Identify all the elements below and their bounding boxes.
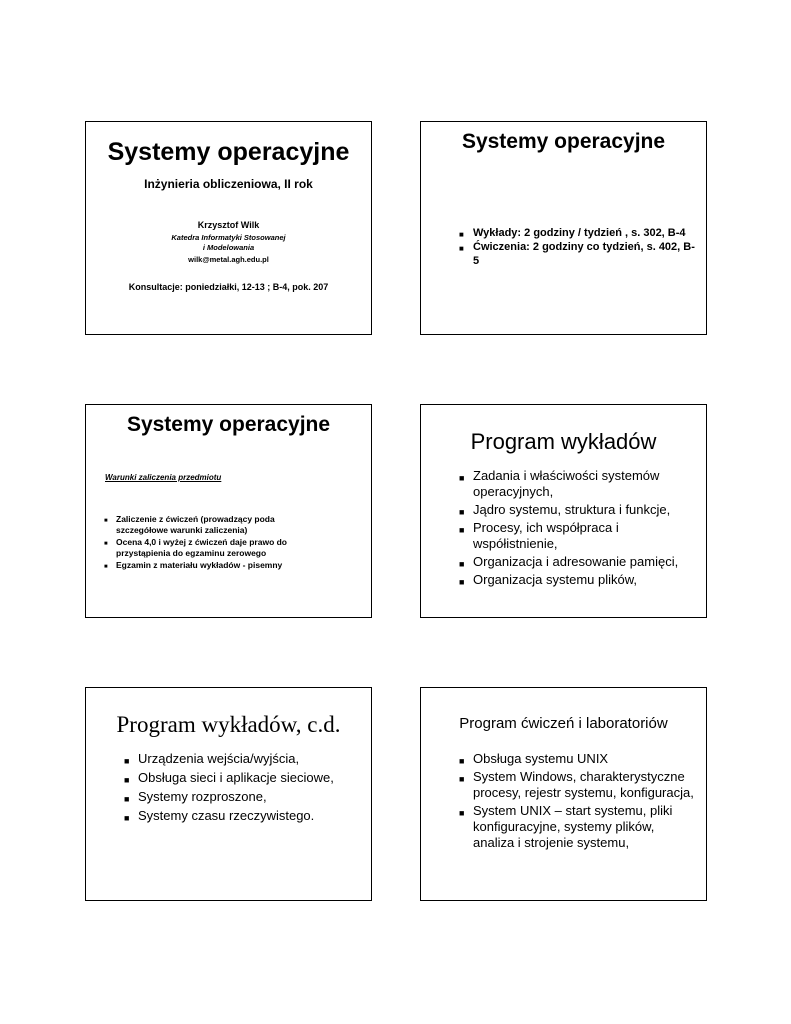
slide-4: [420, 404, 707, 618]
square-bullet-icon: ■: [459, 808, 465, 818]
list-item-text: System UNIX – start systemu, pliki konfiguracyjne, systemy plików, analiza i strojenie systemu,: [473, 803, 673, 850]
square-bullet-icon: ■: [104, 564, 108, 570]
list-item: [124, 770, 364, 786]
list-item-text: Wykłady: 2 godziny / tydzień , s. 302, B-4: [473, 227, 686, 239]
department-line-1: Katedra Informatyki Stosowanej: [171, 233, 286, 242]
slide-subtitle: Inżynieria obliczeniowa, II rok: [144, 177, 313, 191]
list-item: [104, 560, 329, 571]
slide-2: [420, 121, 707, 335]
bullet-list: [104, 514, 329, 572]
list-item: [104, 514, 329, 536]
slide-1: [85, 121, 372, 335]
slide-title: Program ćwiczeń i laboratoriów: [459, 715, 668, 732]
slide-title: Systemy operacyjne: [461, 130, 666, 153]
square-bullet-icon: ■: [459, 507, 465, 517]
list-item: [459, 803, 699, 851]
square-bullet-icon: ■: [459, 244, 464, 253]
square-bullet-icon: ■: [459, 525, 465, 535]
list-item: [459, 769, 699, 801]
department-line-2: i Modelowania: [202, 243, 255, 252]
bullet-list: [459, 226, 699, 268]
list-item-text: Zadania i właściwości systemów operacyjnych,: [473, 468, 660, 499]
list-item: [104, 537, 329, 559]
list-item: [124, 789, 364, 805]
slide-6: [420, 687, 707, 901]
consultation-hours: Konsultacje: poniedziałki, 12-13 ; B-4, pok. 207: [128, 282, 329, 292]
list-item: [459, 226, 699, 240]
square-bullet-icon: ■: [124, 756, 130, 766]
list-item: [459, 502, 689, 518]
list-item-text: Urządzenia wejścia/wyjścia,: [138, 751, 300, 766]
list-item-text: Ćwiczenia: 2 godziny co tydzień, s. 402, B-5: [473, 241, 695, 267]
list-item-text: Egzamin z materiału wykładów - pisemny: [116, 560, 283, 570]
slide-title: Program wykładów: [470, 429, 657, 454]
list-item: [459, 240, 699, 268]
bullet-list: [124, 751, 364, 827]
square-bullet-icon: ■: [459, 473, 465, 483]
list-item-text: Systemy rozproszone,: [138, 789, 267, 804]
square-bullet-icon: ■: [124, 794, 130, 804]
list-item-text: Obsługa systemu UNIX: [473, 751, 609, 766]
list-item: [124, 808, 364, 824]
square-bullet-icon: ■: [124, 775, 130, 785]
conditions-heading: Warunki zaliczenia przedmiotu: [105, 473, 222, 482]
author-email: wilk@metal.agh.edu.pl: [188, 255, 269, 264]
list-item: [459, 468, 689, 500]
square-bullet-icon: ■: [459, 559, 465, 569]
list-item-text: Obsługa sieci i aplikacje sieciowe,: [138, 770, 334, 785]
list-item: [459, 520, 689, 552]
square-bullet-icon: ■: [459, 756, 465, 766]
slide-3: [85, 404, 372, 618]
square-bullet-icon: ■: [124, 813, 130, 823]
square-bullet-icon: ■: [459, 230, 464, 239]
list-item: [459, 572, 689, 588]
slide-title: Systemy operacyjne: [126, 413, 331, 436]
slide-title: Systemy operacyjne: [107, 138, 350, 166]
square-bullet-icon: ■: [104, 541, 108, 547]
bullet-list: [459, 468, 689, 590]
square-bullet-icon: ■: [459, 577, 465, 587]
slide-title: Program wykładów, c.d.: [116, 712, 341, 737]
list-item: [459, 751, 699, 767]
list-item-text: System Windows, charakterystyczne procesy, rejestr systemu, konfiguracja,: [473, 769, 694, 800]
list-item-text: Procesy, ich współpraca i współistnienie,: [473, 520, 619, 551]
list-item-text: Organizacja i adresowanie pamięci,: [473, 554, 679, 569]
slide-5: [85, 687, 372, 901]
list-item-text: Systemy czasu rzeczywistego.: [138, 808, 315, 823]
list-item: [124, 751, 364, 767]
bullet-list: [459, 751, 699, 853]
list-item-text: Organizacja systemu plików,: [473, 572, 638, 587]
author-name: Krzysztof Wilk: [197, 220, 260, 230]
square-bullet-icon: ■: [104, 518, 108, 524]
list-item: [459, 554, 689, 570]
square-bullet-icon: ■: [459, 774, 465, 784]
list-item-text: Ocena 4,0 i wyżej z ćwiczeń daje prawo do przystąpienia do egzaminu zerowego: [116, 537, 288, 558]
list-item-text: Jądro systemu, struktura i funkcje,: [473, 502, 671, 517]
list-item-text: Zaliczenie z ćwiczeń (prowadzący poda szczegółowe warunki zaliczenia): [116, 514, 275, 535]
